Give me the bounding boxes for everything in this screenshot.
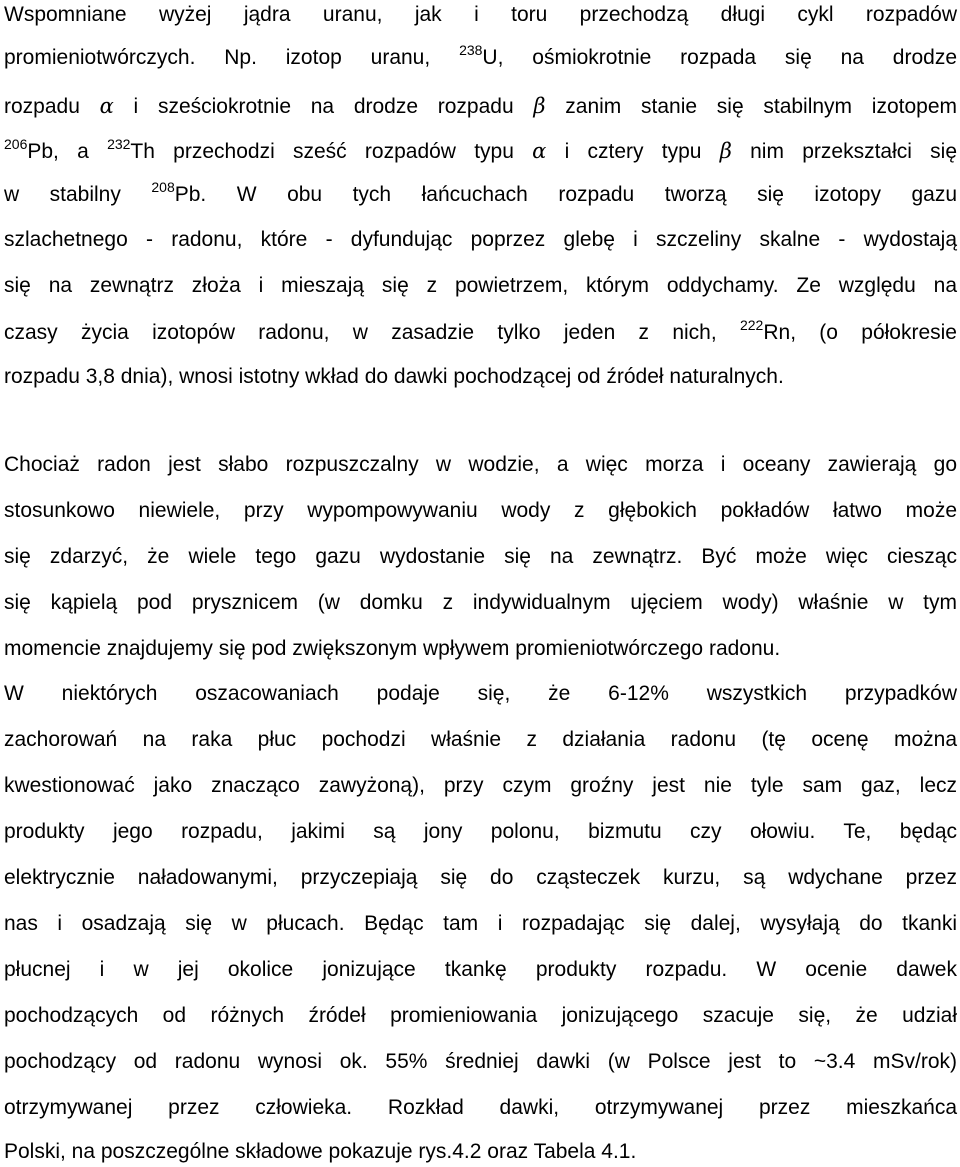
alpha-symbol: α (99, 94, 114, 118)
paragraph-1-line-6: szlachetnego - radonu, które - dyfundując poprzez glebę i szczeliny skalne - wydostają (4, 228, 957, 251)
isotope-mass-number: 208 (151, 179, 175, 195)
paragraph-2-line-3: się zdarzyć, że wiele tego gazu wydostanie się na zewnątrz. Być może więc ciesząc (4, 545, 957, 568)
paragraph-2-line-10: elektrycznie naładowanymi, przyczepiają się do cząsteczek kurzu, są wdychane przez (4, 866, 957, 889)
beta-symbol: β (533, 94, 546, 118)
paragraph-2-line-5: momencie znajdujemy się pod zwiększonym wpływem promieniotwórczego radonu. (4, 637, 781, 660)
paragraph-2-line-16: Polski, na poszczególne składowe pokazuje rys.4.2 oraz Tabela 4.1. (4, 1140, 637, 1163)
alpha-symbol: α (532, 139, 547, 163)
paragraph-2-line-4: się kąpielą pod prysznicem (w domku z indywidualnym ujęciem wody) właśnie w tym (4, 591, 957, 614)
paragraph-1-line-1: Wspomniane wyżej jądra uranu, jak i toru przechodzą długi cykl rozpadów (4, 3, 957, 26)
paragraph-1-line-5: w stabilny $^{208}$Pb. W obu tych łańcuchach rozpadu tworzą się izotopy gazu (4, 179, 957, 206)
paragraph-2-line-13: pochodzących od różnych źródeł promieniowania jonizującego szacuje się, że udział (4, 1004, 957, 1027)
paragraph-2-line-9: produkty jego rozpadu, jakimi są jony polonu, bizmutu czy ołowiu. Te, będąc (4, 820, 957, 843)
paragraph-2-line-1: Chociaż radon jest słabo rozpuszczalny w wodzie, a więc morza i oceany zawierają go (4, 453, 957, 476)
paragraph-1-line-4: $^{206}$Pb, a $^{232}$Th przechodzi sześć rozpadów typu α i cztery typu β nim przekształci się (4, 136, 958, 163)
paragraph-2-line-14: pochodzący od radonu wynosi ok. 55% średniej dawki (w Polsce jest to ~3.4 mSv/rok) (4, 1050, 957, 1073)
paragraph-2-line-11: nas i osadzają się w płucach. Będąc tam i rozpadając się dalej, wysyłają do tkanki (4, 912, 957, 935)
paragraph-2-line-12: płucnej i w jej okolice jonizujące tkankę produkty rozpadu. W ocenie dawek (4, 958, 957, 981)
paragraph-2-line-6: W niektórych oszacowaniach podaje się, że 6-12% wszystkich przypadków (4, 682, 957, 705)
isotope-mass-number: 238 (459, 42, 483, 58)
isotope-mass-number: 232 (107, 136, 131, 152)
isotope-mass-number: 222 (739, 317, 764, 333)
paragraph-1-line-2: promieniotwórczych. Np. izotop uranu, $^{238}$U, ośmiokrotnie rozpada się na drodze (4, 42, 958, 69)
beta-symbol: β (719, 139, 732, 163)
paragraph-2-line-15: otrzymywanej przez człowieka. Rozkład dawki, otrzymywanej przez mieszkańca (4, 1096, 957, 1119)
isotope-mass-number: 206 (4, 136, 28, 152)
paragraph-2-line-2: stosunkowo niewiele, przy wypompowywaniu wody z głębokich pokładów łatwo może (4, 499, 957, 522)
paragraph-1-line-3: rozpadu α i sześciokrotnie na drodze rozpadu β zanim stanie się stabilnym izotopem (4, 94, 957, 118)
paragraph-2-line-7: zachorowań na raka płuc pochodzi właśnie z działania radonu (tę ocenę można (4, 728, 957, 751)
paragraph-1-line-9: rozpadu 3,8 dnia), wnosi istotny wkład do dawki pochodzącej od źródeł naturalnych. (4, 365, 784, 388)
paragraph-1-line-8: czasy życia izotopów radonu, w zasadzie tylko jeden z nich, $^{222}$Rn, (o półokresie (4, 317, 957, 344)
paragraph-2-line-8: kwestionować jako znacząco zawyżoną), przy czym groźny jest nie tyle sam gaz, lecz (4, 774, 957, 797)
paragraph-1-line-7: się na zewnątrz złoża i mieszają się z powietrzem, którym oddychamy. Ze względu na (4, 274, 957, 297)
